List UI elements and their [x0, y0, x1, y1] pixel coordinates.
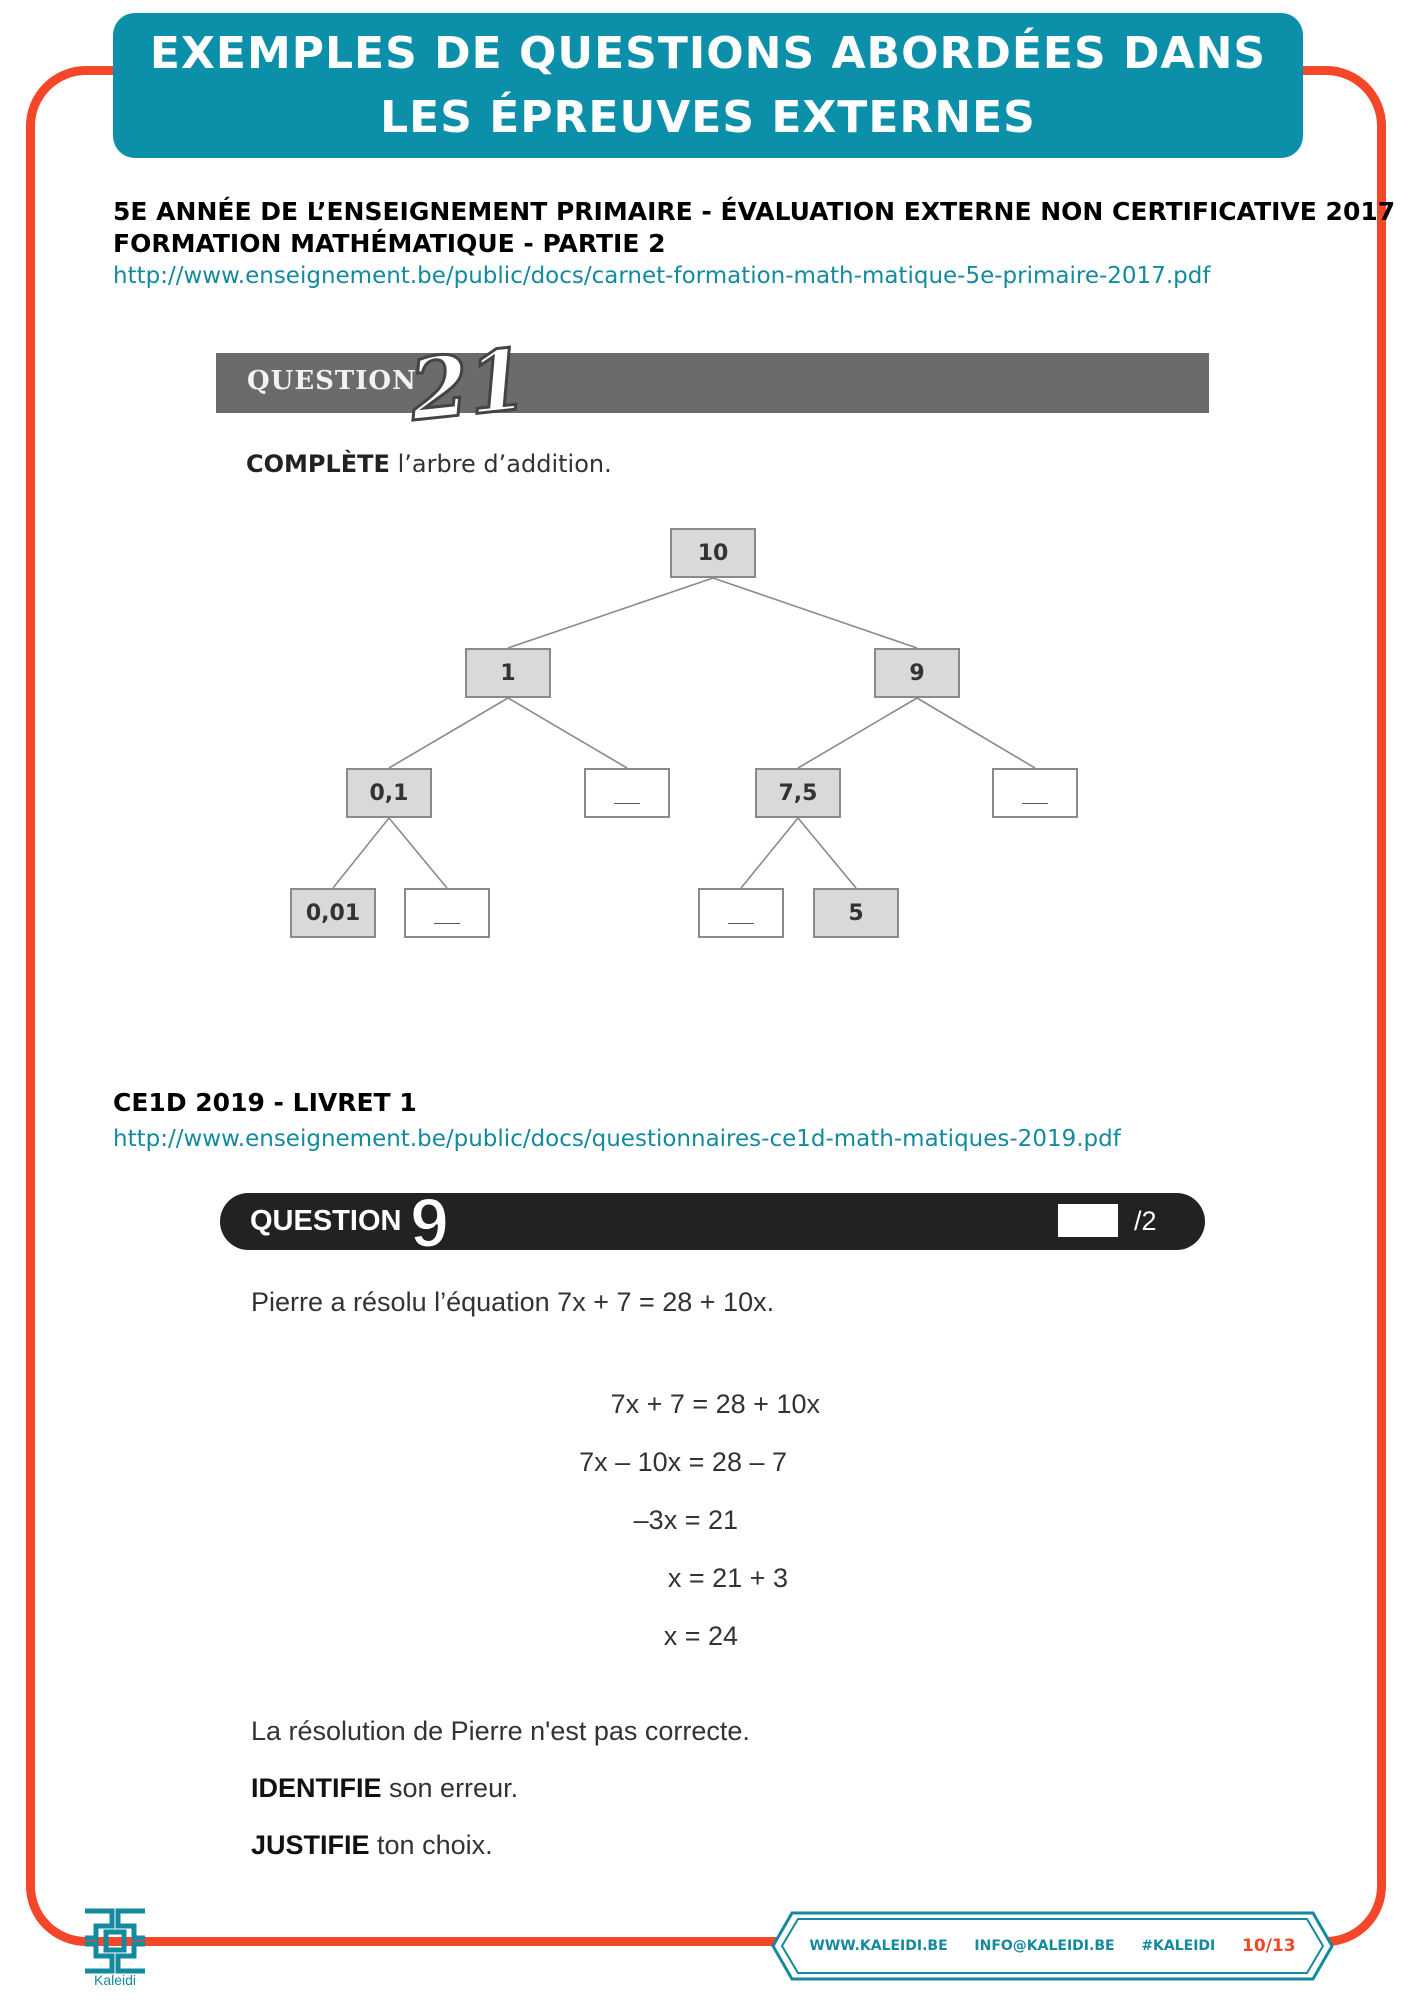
- section1-title-line2: FORMATION MATHÉMATIQUE - PARTIE 2: [113, 229, 666, 258]
- score-box[interactable]: [1058, 1204, 1118, 1237]
- tree-node-right-right-blank[interactable]: [992, 768, 1078, 818]
- logo-text: Kaleidi: [93, 1972, 137, 1988]
- section1-url-link[interactable]: http://www.enseignement.be/public/docs/carnet-formation-math-matique-5e-primaire-2017.pdf: [113, 263, 1211, 289]
- task2-verb: JUSTIFIE: [251, 1830, 370, 1860]
- question-9-number: 9: [410, 1184, 449, 1262]
- question-9-statement: La résolution de Pierre n'est pas correcte.: [251, 1716, 750, 1746]
- section2-title: CE1D 2019 - LIVRET 1: [113, 1088, 417, 1117]
- task2-text: ton choix.: [369, 1830, 493, 1860]
- tree-node-ll-left: 0,01: [290, 888, 376, 938]
- section2-url-link[interactable]: http://www.enseignement.be/public/docs/questionnaires-ce1d-math-matiques-2019.pdf: [113, 1126, 1121, 1152]
- tree-node-root: 10: [670, 528, 756, 578]
- section1-title-line1: 5E ANNÉE DE L’ENSEIGNEMENT PRIMAIRE - ÉVALUATION EXTERNE NON CERTIFICATIVE 2017: [113, 197, 1396, 226]
- tree-node-right: 9: [874, 648, 960, 698]
- footer-website-link[interactable]: WWW.KALEIDI.BE: [809, 1938, 948, 1954]
- score-total: /2: [1134, 1206, 1157, 1236]
- equation-line: –3x = 21: [633, 1505, 738, 1535]
- tree-node-rl-left-blank[interactable]: [698, 888, 784, 938]
- question-21-label: QUESTION: [247, 366, 417, 396]
- page-number: 10/13: [1242, 1936, 1296, 1956]
- tree-node-left: 1: [465, 648, 551, 698]
- tree-node-right-left: 7,5: [755, 768, 841, 818]
- instruction-verb: COMPLÈTE: [246, 450, 390, 478]
- equation-line: 7x + 7 = 28 + 10x: [610, 1389, 820, 1419]
- page-title-line2: LES ÉPREUVES EXTERNES: [380, 91, 1036, 143]
- tree-node-rl-right: 5: [813, 888, 899, 938]
- question-9-task2: [251, 1830, 493, 1861]
- question-9-label: QUESTION: [250, 1205, 402, 1237]
- equation-line: x = 24: [663, 1621, 738, 1651]
- equation-line: x = 21 + 3: [667, 1563, 788, 1593]
- page-title-line1: EXEMPLES DE QUESTIONS ABORDÉES DANS: [149, 27, 1267, 79]
- equation-line: 7x – 10x = 28 – 7: [579, 1447, 787, 1477]
- question-9-intro: Pierre a résolu l’équation 7x + 7 = 28 + 10x.: [251, 1287, 775, 1317]
- footer-bar: [770, 1910, 1335, 1982]
- tree-node-left-right-blank[interactable]: [584, 768, 670, 818]
- task1-verb: IDENTIFIE: [251, 1773, 382, 1803]
- footer-hashtag: #KALEIDI: [1141, 1938, 1216, 1954]
- tree-node-ll-right-blank[interactable]: [404, 888, 490, 938]
- kaleidi-logo-icon: [82, 1908, 148, 1974]
- tree-node-left-left: 0,1: [346, 768, 432, 818]
- task1-text: son erreur.: [381, 1773, 519, 1803]
- footer-email-link[interactable]: INFO@KALEIDI.BE: [974, 1938, 1115, 1954]
- instruction-text: l’arbre d’addition.: [397, 450, 612, 478]
- question-21-number: 21: [405, 329, 532, 440]
- question-9-task1: [251, 1773, 518, 1804]
